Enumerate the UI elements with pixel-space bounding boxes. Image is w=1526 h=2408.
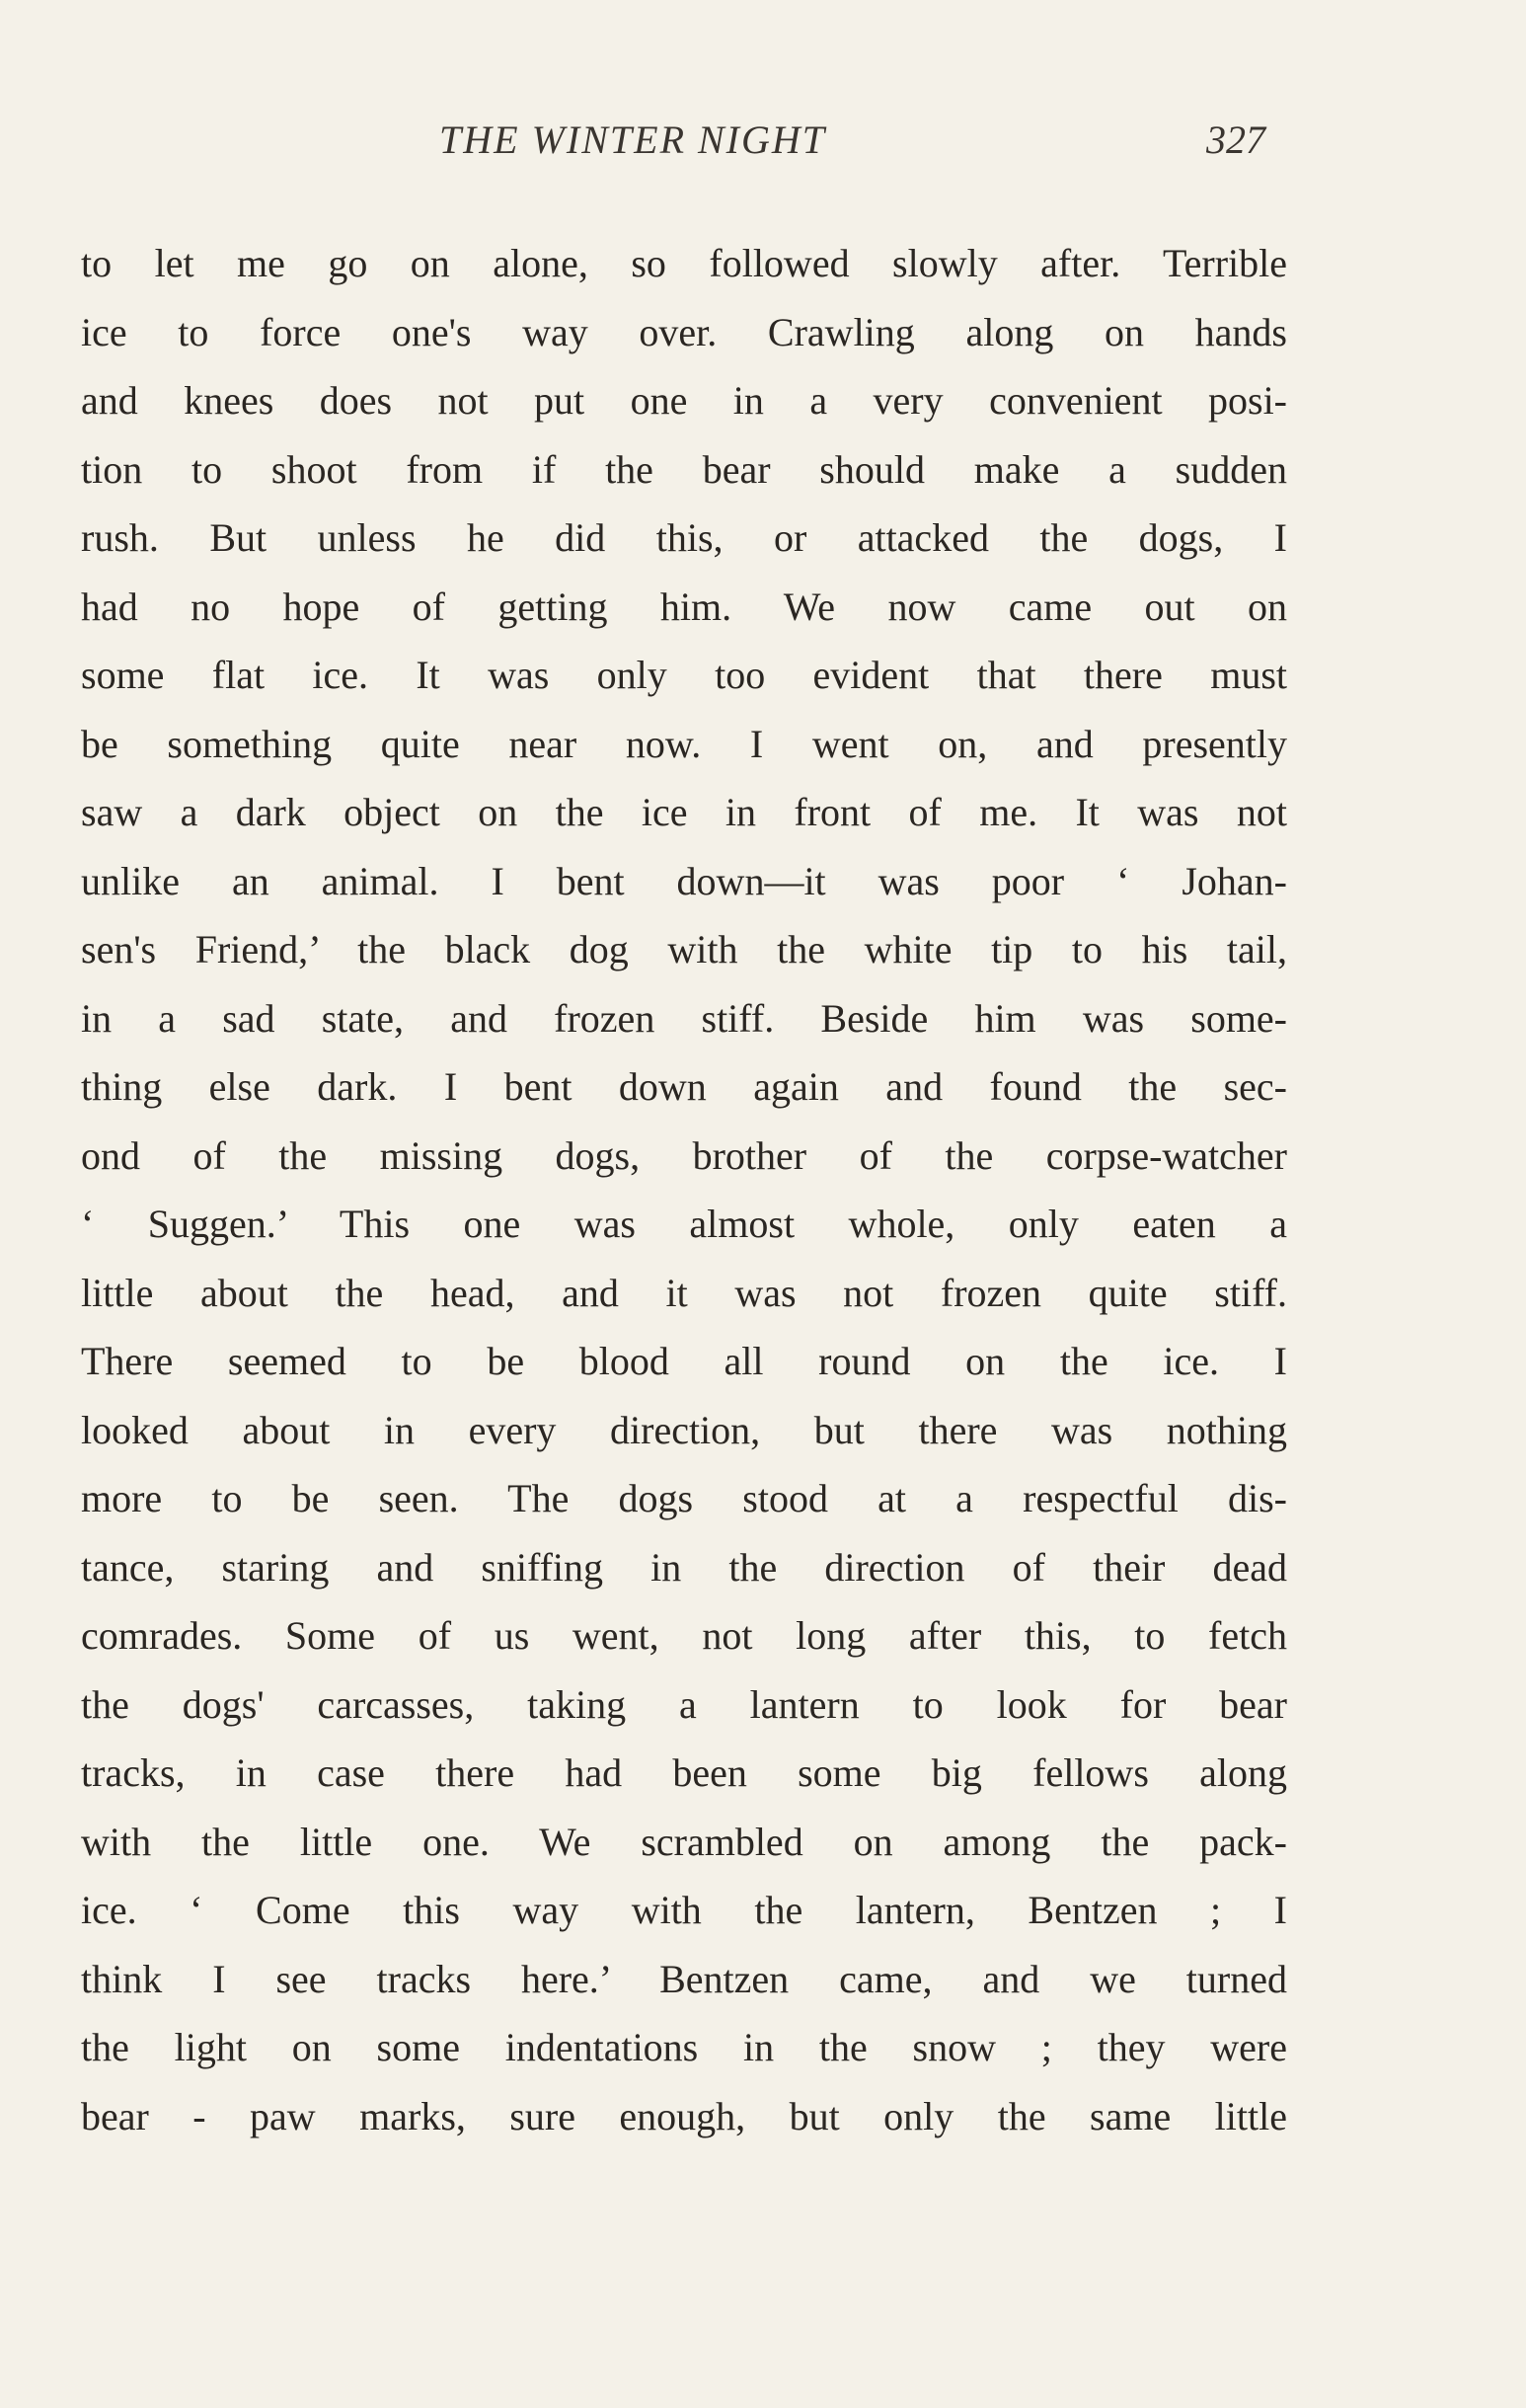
text-line: rush. But unless he did this, or attacked the dogs, I — [81, 515, 1287, 560]
text-line: had no hope of getting him. We now came out on — [81, 583, 1287, 629]
text-line: more to be seen. The dogs stood at a respectful dis- — [81, 1476, 1287, 1520]
text-line: There seemed to be blood all round on the ice. I — [81, 1339, 1287, 1383]
text-line: looked about in every direction, but there was nothing — [81, 1407, 1287, 1452]
running-title: THE WINTER NIGHT — [439, 117, 827, 162]
text-line: the light on some indentations in the snow ; they were — [81, 2025, 1287, 2069]
text-line: little about the head, and it was not frozen quite stiff. — [81, 1270, 1287, 1315]
body-text — [81, 229, 1287, 2150]
text-line: comrades. Some of us went, not long after this, to fetch — [81, 1613, 1287, 1658]
text-line: saw a dark object on the ice in front of me. It was not — [81, 790, 1287, 834]
text-line: ond of the missing dogs, brother of the corpse-watcher — [81, 1132, 1287, 1178]
text-line: sen's Friend,’ the black dog with the white tip to his tail, — [81, 927, 1287, 971]
text-line: bear - paw marks, sure enough, but only the same little — [81, 2093, 1287, 2138]
text-line: ice to force one's way over. Crawling along on hands — [81, 309, 1287, 354]
text-line: tracks, in case there had been some big fellows along — [81, 1750, 1287, 1795]
text-line: tance, staring and sniffing in the direction of their dead — [81, 1544, 1287, 1590]
text-line: unlike an animal. I bent down—it was poor ‘ Johan- — [81, 858, 1287, 903]
text-line: to let me go on alone, so followed slowly after. Terrible — [81, 241, 1287, 285]
text-line: the dogs' carcasses, taking a lantern to look for bear — [81, 1681, 1287, 1727]
text-line: think I see tracks here.’ Bentzen came, and we turned — [81, 1956, 1287, 2001]
text-line: be something quite near now. I went on, and presently — [81, 721, 1287, 766]
text-line: some flat ice. It was only too evident that there must — [81, 653, 1287, 697]
text-line: with the little one. We scrambled on among the pack- — [81, 1819, 1287, 1864]
text-line: tion to shoot from if the bear should make a sudden — [81, 446, 1287, 492]
running-head — [0, 117, 1526, 176]
text-line: ‘ Suggen.’ This one was almost whole, only eaten a — [81, 1202, 1287, 1246]
text-line: ice. ‘ Come this way with the lantern, Bentzen ; I — [81, 1888, 1287, 1932]
text-line: thing else dark. I bent down again and found the sec- — [81, 1064, 1287, 1109]
page-number: 327 — [1206, 117, 1265, 162]
text-line: and knees does not put one in a very convenient posi- — [81, 378, 1287, 423]
text-line: in a sad state, and frozen stiff. Beside him was some- — [81, 995, 1287, 1041]
